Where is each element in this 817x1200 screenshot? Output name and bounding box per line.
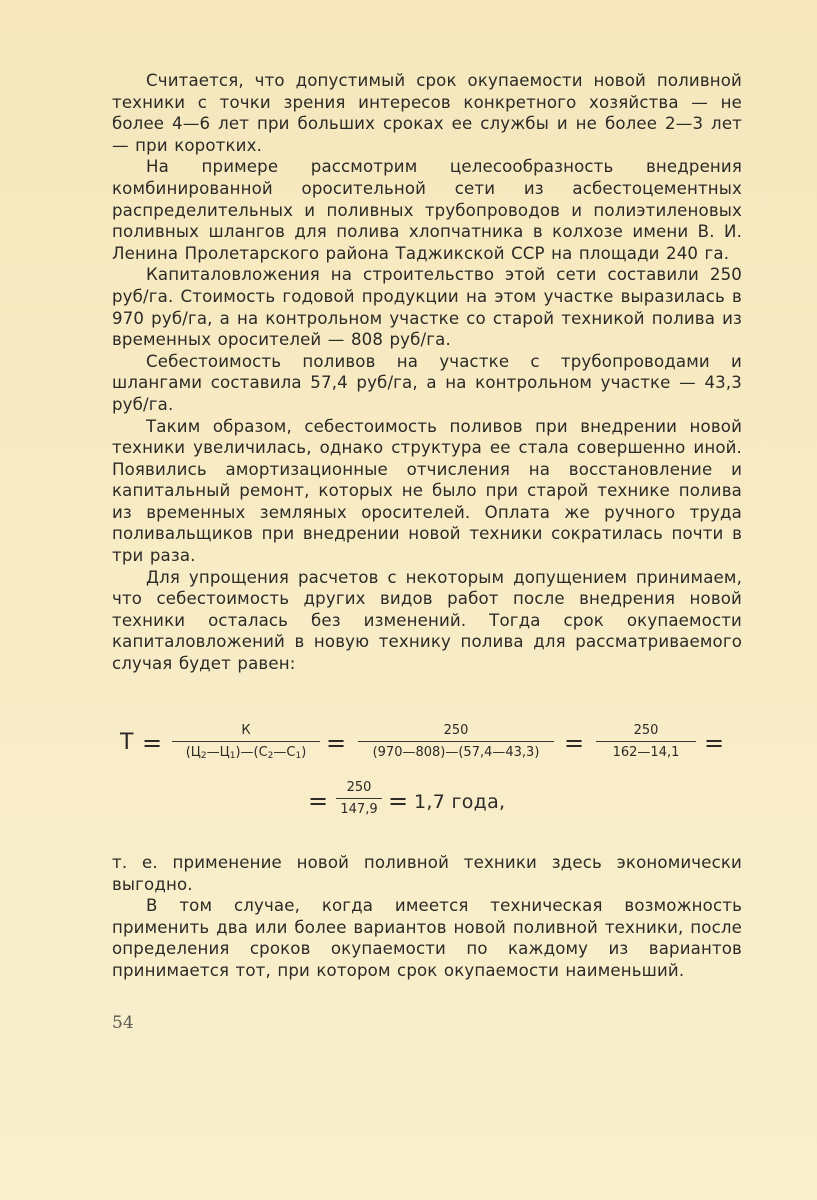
fraction-simplified	[596, 724, 696, 760]
paragraph: т. е. применение новой поливной техники здесь экономически выгодно.	[112, 853, 742, 894]
paragraph: В том случае, когда имеется техническая возможность применить два или более вариантов новой поливной техники, после определения сроков окупаемости по каждому из вариантов принимается тот, при котором срок окупаемости наименьший.	[112, 896, 742, 980]
fraction-denominator: 162—14,1	[612, 745, 680, 760]
formula-equals: =	[308, 787, 329, 815]
fraction-numerator: К	[172, 724, 320, 742]
formula-equals: =	[564, 729, 585, 757]
fraction-denominator: 147,9	[340, 802, 378, 817]
formula-equals: =	[326, 729, 347, 757]
formula-result: 1,7 года,	[414, 791, 506, 813]
paragraph: Таким образом, себестоимость поливов при внедрении новой техники увеличилась, однако структура ее стала совершенно иной. Появились амортизационные отчисления на восстановление и капитальный ремонт, которых не было при старой технике полива из временных земляных оросителей. Оплата же ручного труда поливальщиков при внедрении новой техники сократилась почти в три раза.	[112, 416, 742, 566]
fraction-numerator: 250	[336, 781, 382, 799]
fraction-general	[172, 724, 320, 763]
payback-formula-line-1	[112, 718, 742, 778]
fraction-substituted	[358, 724, 554, 760]
formula-equals: =	[142, 729, 163, 757]
payback-formula-line-2	[112, 779, 742, 835]
paragraph: Себестоимость поливов на участке с трубопроводами и шлангами составила 57,4 руб/га, а на контрольном участке — 43,3 руб/га.	[112, 351, 742, 414]
fraction-denominator: (970—808)—(57,4—43,3)	[372, 745, 540, 760]
fraction-numerator: 250	[358, 724, 554, 742]
body-text-after-formula	[112, 852, 742, 982]
paragraph: Считается, что допустимый срок окупаемости новой поливной техники с точки зрения интересов конкретного хозяйства — не более 4—6 лет при больших сроках ее службы и не более 2—3 лет — при коротких.	[112, 71, 742, 155]
paragraph: На примере рассмотрим целесообразность внедрения комбинированной оросительной сети из асбестоцементных распределительных и поливных трубопроводов и полиэтиленовых поливных шлангов для полива хлопчатника в колхозе имени В. И. Ленина Пролетарского района Таджикской ССР на площади 240 га.	[112, 157, 742, 263]
fraction-denominator: $(Ц_2—Ц_1)—(С_2—С_1)$	[185, 745, 307, 761]
body-text-before-formula	[112, 70, 742, 675]
fraction-numerator: 250	[596, 724, 696, 742]
formula-lhs: T	[120, 730, 134, 755]
paragraph: Для упрощения расчетов с некоторым допущением принимаем, что себестоимость других видов работ после внедрения новой техники осталась без изменений. Тогда срок окупаемости капиталовложений в новую технику полива для рассматриваемого случая будет равен:	[112, 567, 742, 674]
page-number: 54	[112, 1013, 134, 1033]
fraction-final	[336, 781, 382, 817]
formula-equals: =	[388, 787, 409, 815]
paragraph: Капиталовложения на строительство этой сети составили 250 руб/га. Стоимость годовой продукции на этом участке выразилась в 970 руб/га, а на контрольном участке со старой техникой полива из временных оросителей — 808 руб/га.	[112, 265, 742, 350]
formula-equals: =	[704, 729, 725, 757]
